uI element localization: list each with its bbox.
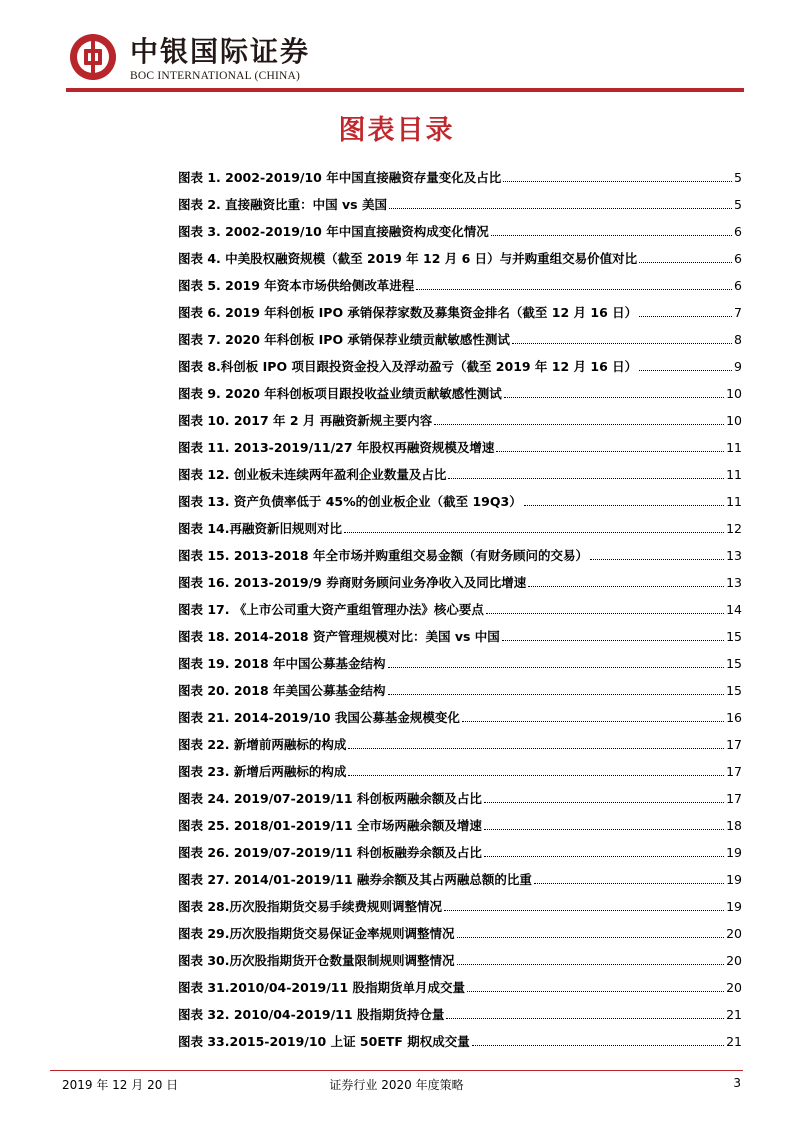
toc-dot-leader: [639, 370, 732, 371]
toc-entry-page[interactable]: 11: [726, 467, 742, 482]
toc-entry-label[interactable]: 图表 23. 新增后两融标的构成: [178, 764, 347, 779]
toc-dot-leader: [462, 721, 724, 722]
toc-entry-label[interactable]: 图表 2. 直接融资比重：中国 vs 美国: [178, 197, 387, 212]
toc-dot-leader: [639, 316, 732, 317]
toc-entry[interactable]: [178, 482, 742, 509]
toc-entry-page[interactable]: 15: [726, 683, 742, 698]
toc-dot-leader: [528, 586, 724, 587]
toc-entry-page[interactable]: 9: [734, 359, 742, 374]
toc-entry-label[interactable]: 图表 14.再融资新旧规则对比: [178, 521, 342, 536]
toc-entry[interactable]: [178, 995, 742, 1022]
page-title: 图表目录: [338, 115, 455, 146]
toc-entry[interactable]: [178, 671, 742, 698]
toc-dot-leader: [434, 424, 724, 425]
toc-entry-label[interactable]: 图表 30.历次股指期货开仓数量限制规则调整情况: [178, 953, 455, 968]
toc-entry[interactable]: [178, 887, 742, 914]
footer-doc-title: 证券行业 2020 年度策略: [329, 1078, 464, 1092]
toc-entry[interactable]: [178, 563, 742, 590]
footer-date: 2019 年 12 月 20 日: [62, 1078, 179, 1092]
toc-entry[interactable]: [178, 617, 742, 644]
toc-entry-label[interactable]: 图表 3. 2002-2019/10 年中国直接融资构成变化情况: [178, 224, 489, 239]
toc-entry-page[interactable]: 14: [726, 602, 742, 617]
toc-entry[interactable]: [178, 158, 742, 185]
toc-entry-page[interactable]: 19: [726, 872, 742, 887]
toc-entry-page[interactable]: 21: [726, 1034, 742, 1049]
toc-entry-page[interactable]: 15: [726, 629, 742, 644]
toc-dot-leader: [444, 910, 724, 911]
toc-dot-leader: [467, 991, 724, 992]
toc-entry-page[interactable]: 13: [726, 548, 742, 563]
toc-entry-page[interactable]: 20: [726, 980, 742, 995]
toc-entry-label[interactable]: 图表 16. 2013-2019/9 券商财务顾问业务净收入及同比增速: [178, 575, 527, 590]
toc-entry[interactable]: [178, 1022, 742, 1049]
toc-entry-page[interactable]: 19: [726, 899, 742, 914]
toc-entry[interactable]: [178, 455, 742, 482]
toc-entry-label[interactable]: 图表 8.科创板 IPO 项目跟投资金投入及浮动盈亏（截至 2019 年 12 月 16 日）: [178, 359, 638, 374]
footer-divider: [50, 1070, 743, 1071]
toc-entry-label[interactable]: 图表 18. 2014-2018 资产管理规模对比：美国 vs 中国: [178, 629, 500, 644]
toc-entry[interactable]: [178, 644, 742, 671]
toc-entry-page[interactable]: 10: [726, 386, 742, 401]
toc-entry-label[interactable]: 图表 19. 2018 年中国公募基金结构: [178, 656, 386, 671]
toc-entry-label[interactable]: 图表 28.历次股指期货交易手续费规则调整情况: [178, 899, 442, 914]
toc-dot-leader: [484, 829, 724, 830]
toc-dot-leader: [512, 343, 732, 344]
toc-entry-label[interactable]: 图表 25. 2018/01-2019/11 全市场两融余额及增速: [178, 818, 482, 833]
header-divider: [66, 88, 744, 92]
toc-entry-page[interactable]: 11: [726, 440, 742, 455]
toc-entry-page[interactable]: 20: [726, 926, 742, 941]
toc-entry-page[interactable]: 16: [726, 710, 742, 725]
toc-entry-label[interactable]: 图表 6. 2019 年科创板 IPO 承销保荐家数及募集资金排名（截至 12 月 16 日）: [178, 305, 638, 320]
toc-entry[interactable]: [178, 428, 742, 455]
toc-entry-page[interactable]: 6: [734, 224, 742, 239]
toc-dot-leader: [448, 478, 724, 479]
toc-entry[interactable]: [178, 347, 742, 374]
toc-entry[interactable]: [178, 590, 742, 617]
toc-entry-label[interactable]: 图表 24. 2019/07-2019/11 科创板两融余额及占比: [178, 791, 482, 806]
toc-dot-leader: [457, 937, 725, 938]
toc-entry-label[interactable]: 图表 9. 2020 年科创板项目跟投收益业绩贡献敏感性测试: [178, 386, 502, 401]
toc-entry-page[interactable]: 15: [726, 656, 742, 671]
toc-entry-page[interactable]: 17: [726, 737, 742, 752]
toc-entry-page[interactable]: 12: [726, 521, 742, 536]
toc-entry[interactable]: [178, 374, 742, 401]
brand-name-en: BOC INTERNATIONAL (CHINA): [130, 70, 301, 82]
toc-dot-leader: [388, 694, 725, 695]
toc-entry[interactable]: [178, 293, 742, 320]
toc-entry-label[interactable]: 图表 10. 2017 年 2 月 再融资新规主要内容: [178, 413, 433, 428]
toc-dot-leader: [472, 1045, 724, 1046]
toc-dot-leader: [486, 613, 724, 614]
table-of-figures: [178, 158, 742, 1049]
toc-entry-page[interactable]: 17: [726, 764, 742, 779]
toc-entry-label[interactable]: 图表 15. 2013-2018 年全市场并购重组交易金额（有财务顾问的交易）: [178, 548, 588, 563]
toc-dot-leader: [639, 262, 732, 263]
toc-entry-label[interactable]: 图表 33.2015-2019/10 上证 50ETF 期权成交量: [178, 1034, 470, 1049]
toc-entry[interactable]: [178, 968, 742, 995]
toc-dot-leader: [504, 397, 724, 398]
toc-dot-leader: [534, 883, 724, 884]
toc-dot-leader: [503, 181, 732, 182]
toc-entry[interactable]: [178, 266, 742, 293]
toc-entry-label[interactable]: 图表 11. 2013-2019/11/27 年股权再融资规模及增速: [178, 440, 495, 455]
toc-entry-label[interactable]: 图表 17. 《上市公司重大资产重组管理办法》核心要点: [178, 602, 484, 617]
brand-name-cn: 中银国际证券: [130, 35, 311, 68]
toc-entry-page[interactable]: 13: [726, 575, 742, 590]
toc-entry-label[interactable]: 图表 1. 2002-2019/10 年中国直接融资存量变化及占比: [178, 170, 502, 185]
toc-entry-page[interactable]: 7: [734, 305, 742, 320]
toc-entry-page[interactable]: 6: [734, 251, 742, 266]
toc-dot-leader: [491, 235, 732, 236]
boc-logo-icon: [68, 32, 118, 82]
toc-entry[interactable]: [178, 401, 742, 428]
toc-entry[interactable]: [178, 239, 742, 266]
toc-dot-leader: [388, 667, 725, 668]
toc-entry[interactable]: [178, 536, 742, 563]
toc-entry-label[interactable]: 图表 31.2010/04-2019/11 股指期货单月成交量: [178, 980, 466, 995]
toc-dot-leader: [524, 505, 724, 506]
toc-dot-leader: [344, 532, 724, 533]
toc-entry-label[interactable]: 图表 12. 创业板未连续两年盈利企业数量及占比: [178, 467, 447, 482]
toc-entry[interactable]: [178, 320, 742, 347]
toc-entry-label[interactable]: 图表 13. 资产负债率低于 45%的创业板企业（截至 19Q3）: [178, 494, 522, 509]
toc-entry-label[interactable]: 图表 20. 2018 年美国公募基金结构: [178, 683, 386, 698]
toc-entry-page[interactable]: 8: [734, 332, 742, 347]
toc-dot-leader: [457, 964, 725, 965]
toc-entry-page[interactable]: 20: [726, 953, 742, 968]
toc-entry-page[interactable]: 17: [726, 791, 742, 806]
toc-entry-label[interactable]: 图表 4. 中美股权融资规模（截至 2019 年 12 月 6 日）与并购重组交易价值对比: [178, 251, 638, 266]
toc-dot-leader: [348, 748, 724, 749]
toc-entry[interactable]: [178, 509, 742, 536]
toc-entry[interactable]: [178, 752, 742, 779]
toc-entry-label[interactable]: 图表 22. 新增前两融标的构成: [178, 737, 347, 752]
toc-dot-leader: [484, 856, 724, 857]
toc-entry[interactable]: [178, 833, 742, 860]
toc-entry-label[interactable]: 图表 5. 2019 年资本市场供给侧改革进程: [178, 278, 415, 293]
toc-entry-label[interactable]: 图表 21. 2014-2019/10 我国公募基金规模变化: [178, 710, 460, 725]
toc-entry-page[interactable]: 5: [734, 197, 742, 212]
toc-entry-page[interactable]: 10: [726, 413, 742, 428]
toc-entry[interactable]: [178, 941, 742, 968]
toc-dot-leader: [389, 208, 732, 209]
toc-entry[interactable]: [178, 212, 742, 239]
toc-entry-label[interactable]: 图表 26. 2019/07-2019/11 科创板融券余额及占比: [178, 845, 482, 860]
toc-entry[interactable]: [178, 185, 742, 212]
toc-entry[interactable]: [178, 698, 742, 725]
toc-dot-leader: [484, 802, 724, 803]
toc-entry-page[interactable]: 21: [726, 1007, 742, 1022]
toc-entry-page[interactable]: 6: [734, 278, 742, 293]
toc-dot-leader: [416, 289, 732, 290]
toc-entry-label[interactable]: 图表 7. 2020 年科创板 IPO 承销保荐业绩贡献敏感性测试: [178, 332, 510, 347]
footer-page-number: 3: [733, 1076, 741, 1090]
toc-entry[interactable]: [178, 806, 742, 833]
toc-dot-leader: [446, 1018, 724, 1019]
toc-entry-label[interactable]: 图表 29.历次股指期货交易保证金率规则调整情况: [178, 926, 455, 941]
toc-dot-leader: [502, 640, 724, 641]
toc-dot-leader: [496, 451, 724, 452]
toc-entry[interactable]: [178, 779, 742, 806]
toc-entry[interactable]: [178, 860, 742, 887]
toc-entry[interactable]: [178, 725, 742, 752]
toc-entry-label[interactable]: 图表 27. 2014/01-2019/11 融券余额及其占两融总额的比重: [178, 872, 532, 887]
toc-entry-page[interactable]: 19: [726, 845, 742, 860]
toc-entry-page[interactable]: 18: [726, 818, 742, 833]
toc-dot-leader: [590, 559, 724, 560]
toc-dot-leader: [348, 775, 724, 776]
page-header: [68, 30, 748, 90]
toc-entry[interactable]: [178, 914, 742, 941]
toc-entry-label[interactable]: 图表 32. 2010/04-2019/11 股指期货持仓量: [178, 1007, 445, 1022]
toc-entry-page[interactable]: 5: [734, 170, 742, 185]
toc-entry-page[interactable]: 11: [726, 494, 742, 509]
